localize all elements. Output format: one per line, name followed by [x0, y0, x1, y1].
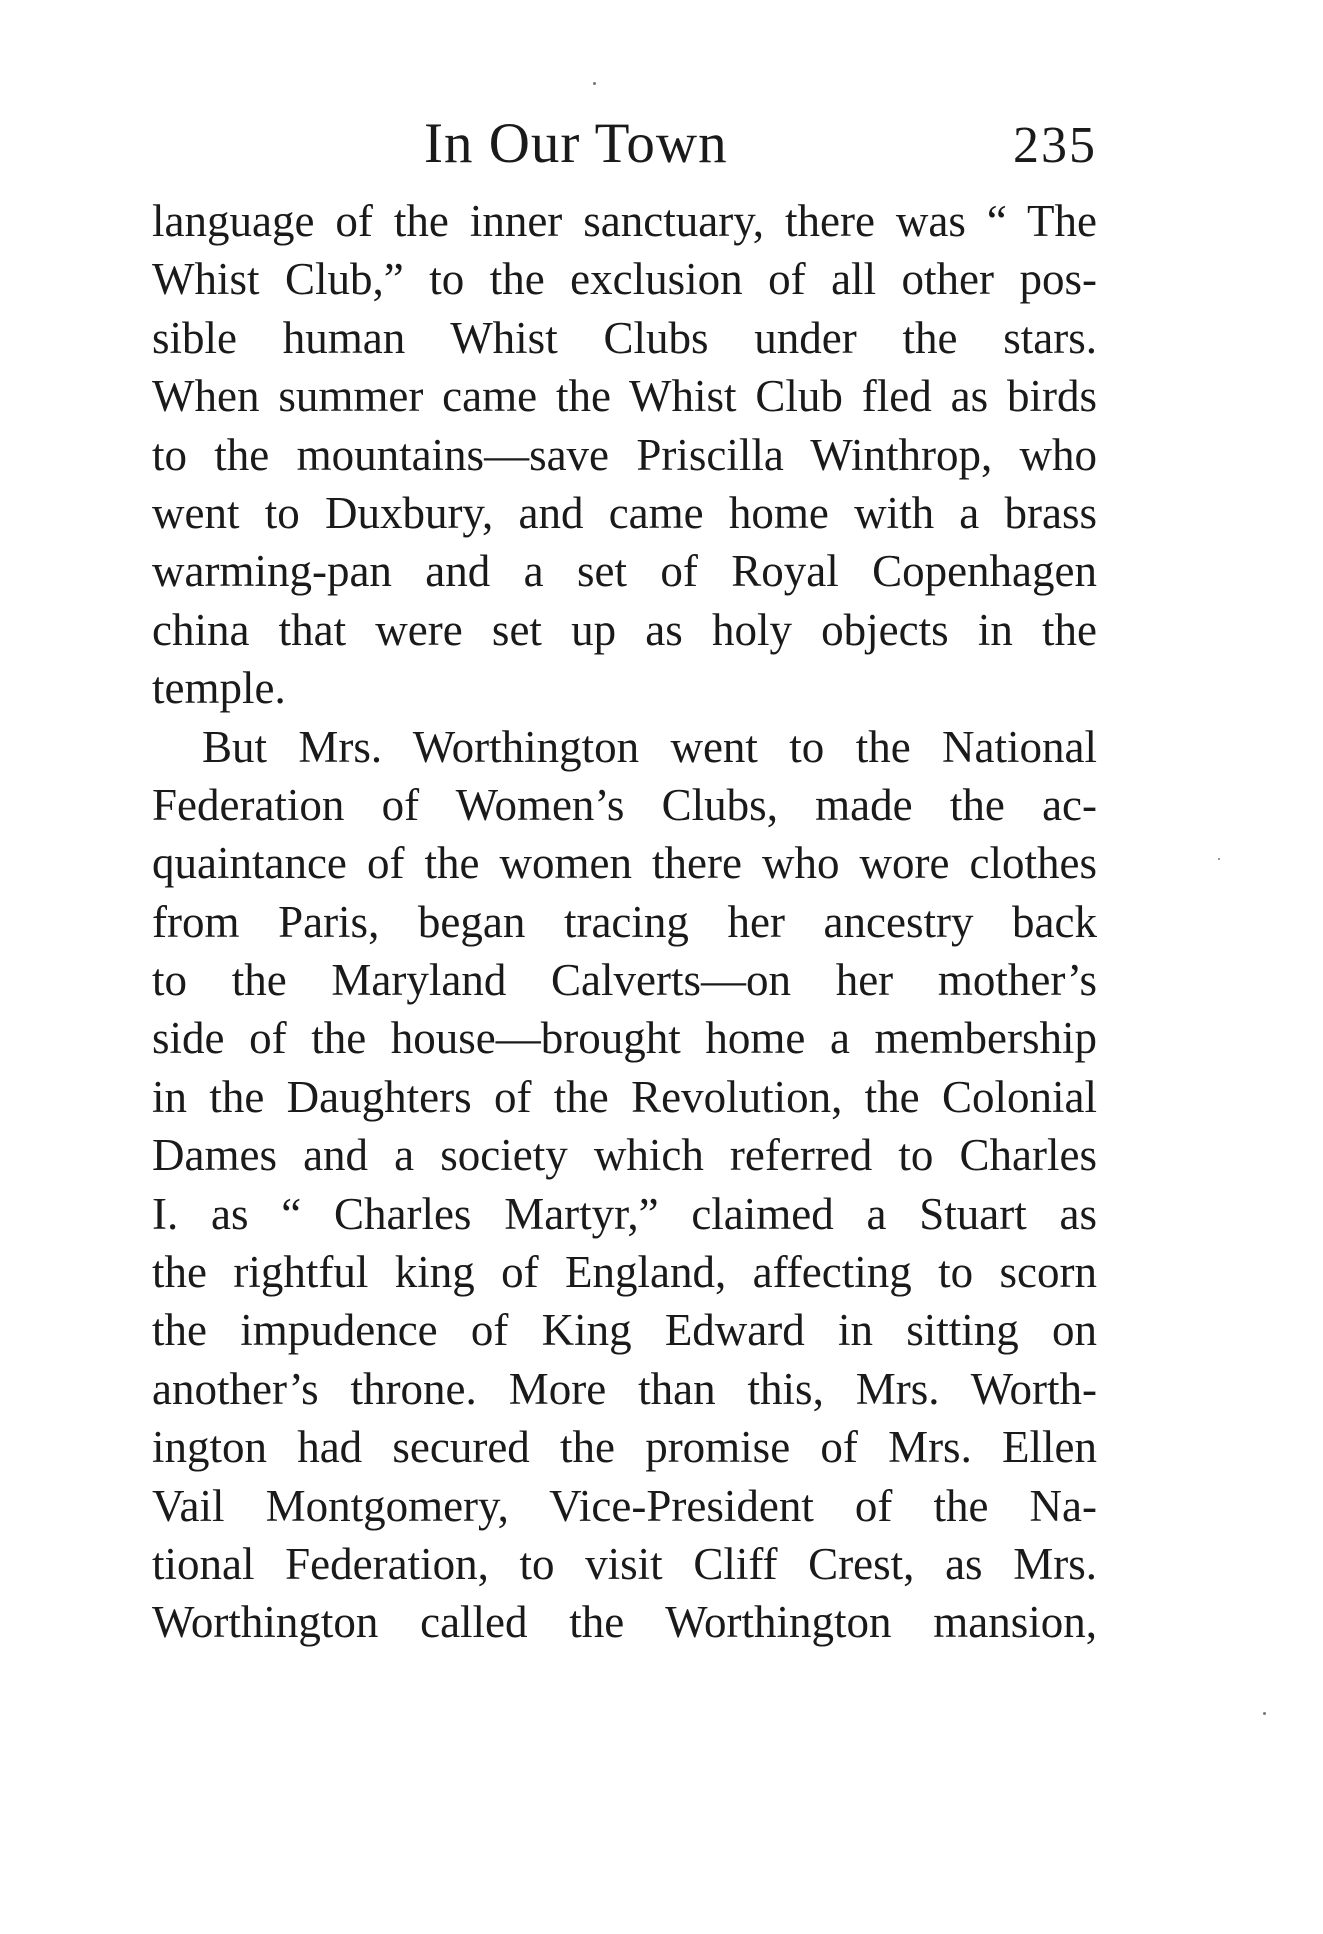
paper-speck	[1263, 1712, 1266, 1715]
text-line: quaintance of the women there who wore clothes	[152, 838, 1097, 889]
text-line: Dames and a society which referred to Charles	[152, 1130, 1097, 1181]
text-line: in the Daughters of the Revolution, the Colonial	[152, 1071, 1097, 1122]
page-number: 235	[1013, 117, 1097, 174]
paragraph	[152, 718, 1097, 1652]
text-line: Whist Club,” to the exclusion of all other pos-	[152, 254, 1097, 305]
text-line: side of the house—brought home a membership	[152, 1013, 1097, 1064]
text-line: another’s throne. More than this, Mrs. Worth-	[152, 1363, 1097, 1414]
paper-speck	[1218, 858, 1220, 860]
text-line: When summer came the Whist Club fled as birds	[152, 371, 1097, 422]
body-text	[152, 192, 1097, 1652]
text-line: from Paris, began tracing her ancestry back	[152, 896, 1097, 947]
text-line: language of the inner sanctuary, there was “ The	[152, 196, 1097, 246]
text-line: temple.	[152, 663, 286, 714]
text-line: But Mrs. Worthington went to the National	[202, 721, 1097, 772]
text-line: Worthington called the Worthington mansion,	[152, 1597, 1097, 1648]
text-line: the rightful king of England, affecting to scorn	[152, 1247, 1097, 1298]
paragraph	[152, 192, 1097, 718]
text-line: I. as “ Charles Martyr,” claimed a Stuart as	[152, 1188, 1097, 1239]
text-line: china that were set up as holy objects in the	[152, 604, 1097, 655]
paper-speck	[593, 82, 596, 85]
text-line: sible human Whist Clubs under the stars.	[152, 312, 1097, 363]
text-line: Federation of Women’s Clubs, made the ac-	[152, 779, 1097, 830]
text-line: ington had secured the promise of Mrs. Ellen	[152, 1422, 1097, 1473]
running-title: In Our Town	[424, 112, 728, 175]
text-line: warming-pan and a set of Royal Copenhagen	[152, 546, 1097, 597]
text-line: went to Duxbury, and came home with a brass	[152, 487, 1097, 538]
running-head	[152, 108, 1097, 180]
text-line: Vail Montgomery, Vice-President of the Na-	[152, 1480, 1097, 1531]
text-line: to the mountains—save Priscilla Winthrop, who	[152, 429, 1097, 480]
text-line: the impudence of King Edward in sitting on	[152, 1305, 1097, 1356]
text-line: to the Maryland Calverts—on her mother’s	[152, 955, 1097, 1006]
text-line: tional Federation, to visit Cliff Crest, as Mrs.	[152, 1538, 1097, 1589]
